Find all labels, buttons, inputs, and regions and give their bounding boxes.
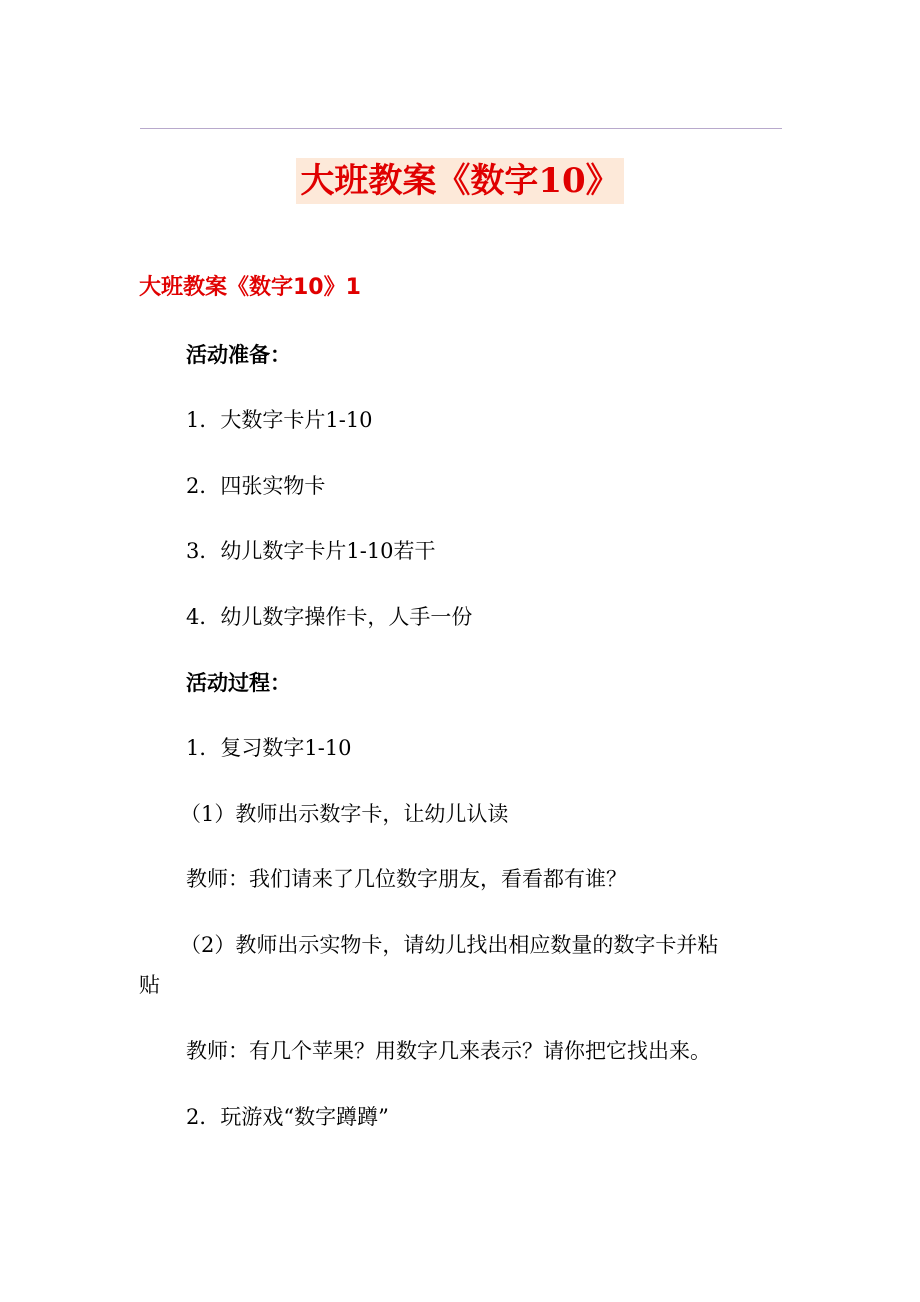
paragraph-prep-item-3: 3．幼儿数字卡片1-10若干 [186,539,436,563]
header-rule [140,128,782,129]
title-container [0,158,920,204]
paragraph-process-sub-1: （1）教师出示数字卡，让幼儿认读 [180,802,509,826]
paragraph-prep-heading: 活动准备： [186,343,291,367]
paragraph-process-heading: 活动过程： [186,671,291,695]
document-title: 大班教案《数字10》 [296,158,623,204]
section-heading: 大班教案《数字10》1 [139,275,361,300]
paragraph-prep-item-1: 1．大数字卡片1-10 [186,408,373,432]
paragraph-prep-item-4: 4．幼儿数字操作卡，人手一份 [186,605,473,629]
paragraph-teacher-line-2: 教师：有几个苹果？用数字几来表示？请你把它找出来。 [186,1039,711,1063]
paragraph-prep-item-2: 2．四张实物卡 [186,474,326,498]
paragraph-process-sub-2-cont: 贴 [139,973,160,997]
paragraph-process-step-2: 2．玩游戏“数字蹲蹲” [186,1105,389,1129]
paragraph-teacher-line-1: 教师：我们请来了几位数字朋友，看看都有谁？ [186,867,627,891]
paragraph-process-sub-2: （2）教师出示实物卡，请幼儿找出相应数量的数字卡并粘 [180,933,719,957]
paragraph-process-step-1: 1．复习数字1-10 [186,736,352,760]
